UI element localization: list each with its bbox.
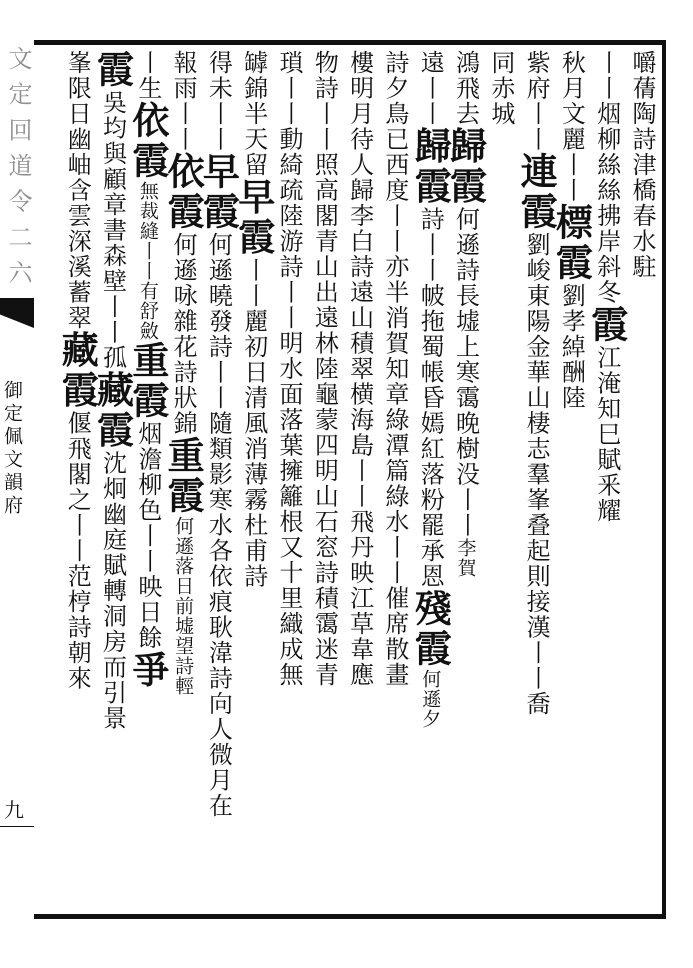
- entry-headword: 霞: [161, 476, 206, 516]
- frame-right-rule: [662, 40, 666, 919]
- entry-headword: 霞: [514, 192, 559, 232]
- column-text: 烟澹柳色丨丨映日餘: [133, 421, 162, 651]
- entry-headword: 歸: [443, 126, 488, 167]
- column-text: 物詩丨丨: [310, 50, 339, 152]
- text-column: [514, 50, 559, 908]
- column-text: 紫府丨丨: [522, 50, 551, 152]
- text-column: [196, 50, 241, 908]
- text-column: [90, 50, 135, 908]
- column-text: 何遜落日前墟望詩輕: [172, 516, 195, 696]
- book-title: 御定佩文韻府: [1, 380, 23, 518]
- column-text: 詩夕鳥已西度丨丨亦半消賀知章綠潭篇綠水丨丨催席散畫: [380, 50, 409, 688]
- entry-headword: 霞: [408, 166, 453, 207]
- column-text: 丨丨麗初日清風消薄霧杜甫詩: [239, 257, 268, 589]
- entry-headword: 標: [549, 203, 594, 243]
- column-text: 樓明月待人歸李白詩遠山積翠横海島丨丨飛丹映江草韋應: [345, 50, 374, 688]
- column-text: 遠丨丨: [416, 50, 445, 127]
- column-text: 何遜曉發詩丨丨隨類影寒水各依痕耿湋詩向人微月在: [204, 232, 233, 819]
- frame-top-rule: [34, 40, 666, 45]
- text-column: [549, 50, 594, 908]
- column-text: 瑣丨丨動綺疏陸游詩丨丨明水面落葉擁籬根又十里織成無: [275, 50, 303, 688]
- column-text: 秋月文麗丨丨: [557, 50, 586, 203]
- entry-headword: 霞: [408, 629, 453, 669]
- entry-headword: 早: [231, 177, 276, 218]
- text-column: [624, 50, 660, 908]
- column-text: 無裁縫丨丨有舒斂: [136, 181, 159, 341]
- column-text: 冬: [592, 279, 621, 305]
- column-text: 何遜夕: [419, 669, 442, 729]
- page-margin: [0, 40, 32, 919]
- column-text: 劉孝綽酬陸: [557, 283, 586, 411]
- entry-headword: 藏: [55, 330, 100, 371]
- entry-headword: 霞: [161, 192, 206, 232]
- entry-headword: 霞: [549, 243, 594, 283]
- column-text: 峯限日幽岫含雲深溪蓄翠: [63, 50, 92, 331]
- column-text: 嚼蒨陶詩津橋春水駐: [628, 50, 656, 280]
- entry-headword: 重: [125, 341, 170, 381]
- entry-headword: 霞: [125, 381, 170, 421]
- text-column: [55, 50, 100, 908]
- column-text: 江淹知巳賦釆耀: [592, 345, 621, 524]
- column-text: 丨生: [133, 50, 162, 101]
- text-column: [377, 50, 413, 908]
- entry-headword: 霞: [90, 410, 135, 451]
- column-text: 報雨丨丨: [169, 50, 198, 152]
- text-column: [161, 50, 206, 908]
- column-text: 何遜咏雜花詩狀錦: [169, 232, 198, 436]
- text-column: [342, 50, 378, 908]
- entry-headword: 霞: [443, 166, 488, 207]
- entry-headword: 重: [161, 436, 206, 476]
- text-column: [231, 50, 276, 908]
- text-column: [443, 50, 488, 908]
- text-column: [584, 50, 629, 908]
- column-text: 詩丨丨帔拖蜀帳昏嫣紅落粉罷承恩: [416, 206, 445, 589]
- entry-headword: 霞: [125, 141, 170, 181]
- entry-headword: 霞: [90, 50, 135, 90]
- column-text: 偃飛閣之丨丨范梈詩朝來: [63, 410, 92, 691]
- column-text: 吳均與顧章書森壁丨丨孤: [98, 90, 127, 371]
- entry-headword: 霞: [196, 192, 241, 232]
- entry-headword: 殘: [408, 589, 453, 629]
- entry-headword: 早: [196, 152, 241, 192]
- entry-headword: 連: [514, 152, 559, 192]
- column-text: 李賀: [454, 538, 477, 578]
- ghost-header-text: 文 定 回 道 令 二 六: [4, 46, 32, 286]
- frame-bottom-rule: [34, 914, 666, 919]
- entry-headword: 依: [161, 152, 206, 192]
- entry-headword: 歸: [408, 126, 453, 167]
- column-text: 鴻飛去: [451, 50, 480, 127]
- entry-headword: 依: [125, 101, 170, 141]
- column-text: 劉峻東陽金華山棲志羣峯叠起則接漢丨丨喬: [522, 232, 551, 717]
- text-block: [52, 50, 660, 908]
- text-column: [125, 50, 170, 908]
- page-number: 九: [4, 798, 24, 822]
- column-text: 沈炯幽庭賦轉洞房而引景: [98, 450, 127, 731]
- column-text: 丨丨烟柳絲絲拂岸斜: [592, 50, 621, 280]
- entry-headword: 爭: [125, 650, 170, 691]
- page-number-rule: [0, 826, 34, 827]
- text-column: [306, 50, 342, 908]
- column-text: 罅錦半天留: [239, 50, 268, 178]
- entry-headword: 藏: [90, 370, 135, 411]
- column-text: 同赤城: [486, 50, 515, 127]
- entry-headword: 霞: [584, 305, 629, 345]
- entry-headword: 霞: [55, 370, 100, 411]
- text-column: [483, 50, 519, 908]
- text-column: [408, 50, 453, 908]
- entry-headword: 霞: [231, 217, 276, 258]
- text-column: [271, 50, 307, 908]
- column-text: 照高閣青山出遠林陸龜蒙四明山石窓詩積霭迷青: [310, 152, 339, 688]
- column-text: 何遜詩長墟上寒霭晚樹没丨丨: [451, 206, 480, 538]
- column-text: 得未丨丨: [204, 50, 233, 152]
